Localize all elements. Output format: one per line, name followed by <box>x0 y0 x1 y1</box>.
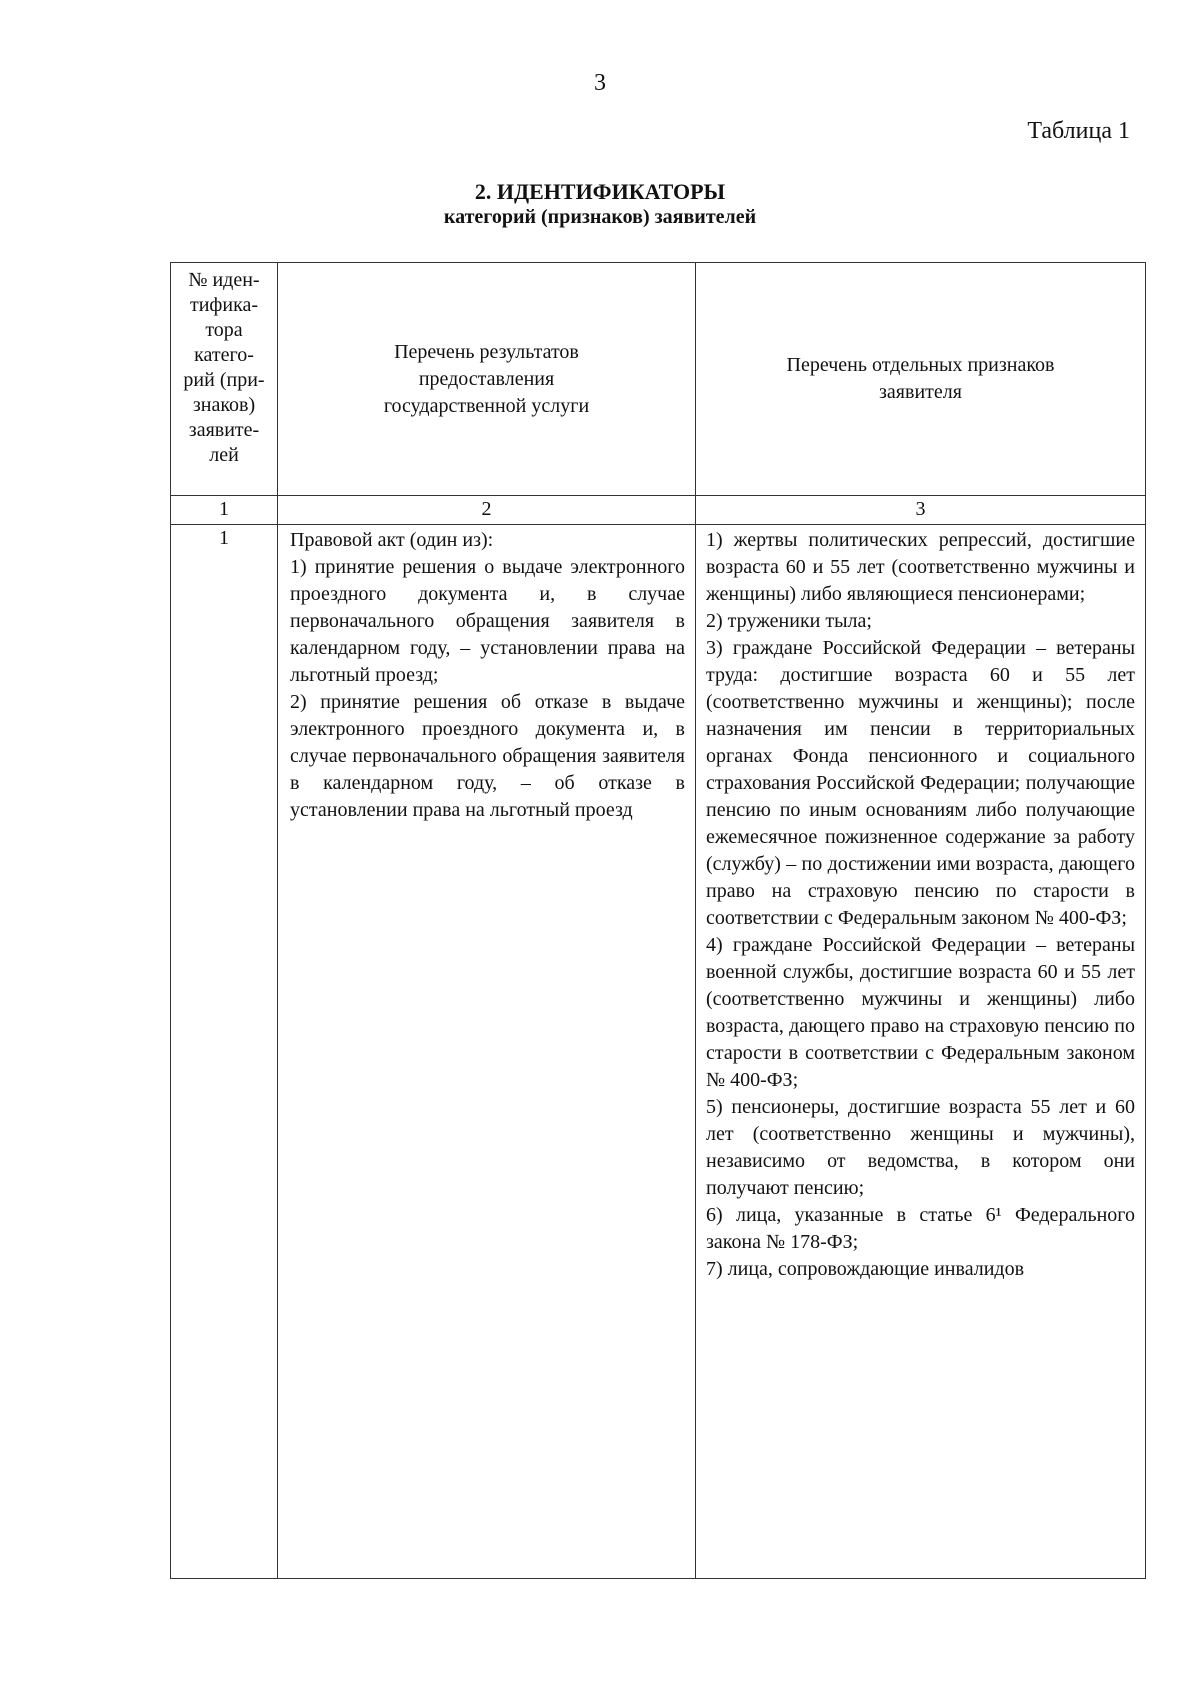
header-cell-results: Перечень результатов предоставления государственной услуги <box>278 263 696 496</box>
table-caption: Таблица 1 <box>1027 118 1130 144</box>
column-number-cell: 2 <box>278 496 696 525</box>
column-number-cell: 1 <box>171 496 278 525</box>
table-header-row <box>171 263 1146 496</box>
column-number-row <box>171 496 1146 525</box>
header-cell-features: Перечень отдельных признаков заявителя <box>696 263 1146 496</box>
features-cell: 1) жертвы политических репрессий, достигшие возраста 60 и 55 лет (соответственно мужчины и женщины) либо являющиеся пенсионерами; 2) труженики тыла; 3) граждане Российской Федерации – ветераны труда: достигшие возраста 60 и 55 лет (соответственно мужчины и женщины); после назначения им пенсии в территориальных органах Фонда пенсионного и социального страхования Российской Федерации; получающие пенсию по иным основаниям либо получающие ежемесячное пожизненное содержание за работу (службу) – по достижении ими возраста, дающего право на страховую пенсию по старости в соответствии с Федеральным законом № 400-ФЗ; 4) граждане Российской Федерации – ветераны военной службы, достигшие возраста 60 и 55 лет (соответственно мужчины и женщины) либо возраста, дающего право на страховую пенсию по старости в соответствии с Федеральным законом № 400-ФЗ; 5) пенсионеры, достигшие возраста 55 лет и 60 лет (соответственно женщины и мужчины), независимо от ведомства, в котором они получают пенсию; 6) лица, указанные в статье 6¹ Федерального закона № 178-ФЗ; 7) лица, сопровождающие инвалидов <box>696 525 1146 1579</box>
page-number: 3 <box>594 70 606 96</box>
column-number-cell: 3 <box>696 496 1146 525</box>
identifier-cell: 1 <box>171 525 278 1579</box>
document-subtitle: категорий (признаков) заявителей <box>443 206 757 228</box>
header-cell-id: № иден- тифика- тора катего- рий (при- знаков) заявите- лей <box>171 263 278 496</box>
table-row <box>171 525 1146 1579</box>
results-cell: Правовой акт (один из): 1) принятие решения о выдаче электронного проездного документа и, в случае первоначального обращения заявителя в календарном году, – установлении права на льготный проезд; 2) принятие решения об отказе в выдаче электронного проездного документа и, в случае первоначального обращения заявителя в календарном году, – об отказе в установлении права на льготный проезд <box>278 525 696 1579</box>
document-title: 2. ИДЕНТИФИКАТОРЫ <box>474 179 726 204</box>
identifiers-table <box>170 262 1146 1579</box>
